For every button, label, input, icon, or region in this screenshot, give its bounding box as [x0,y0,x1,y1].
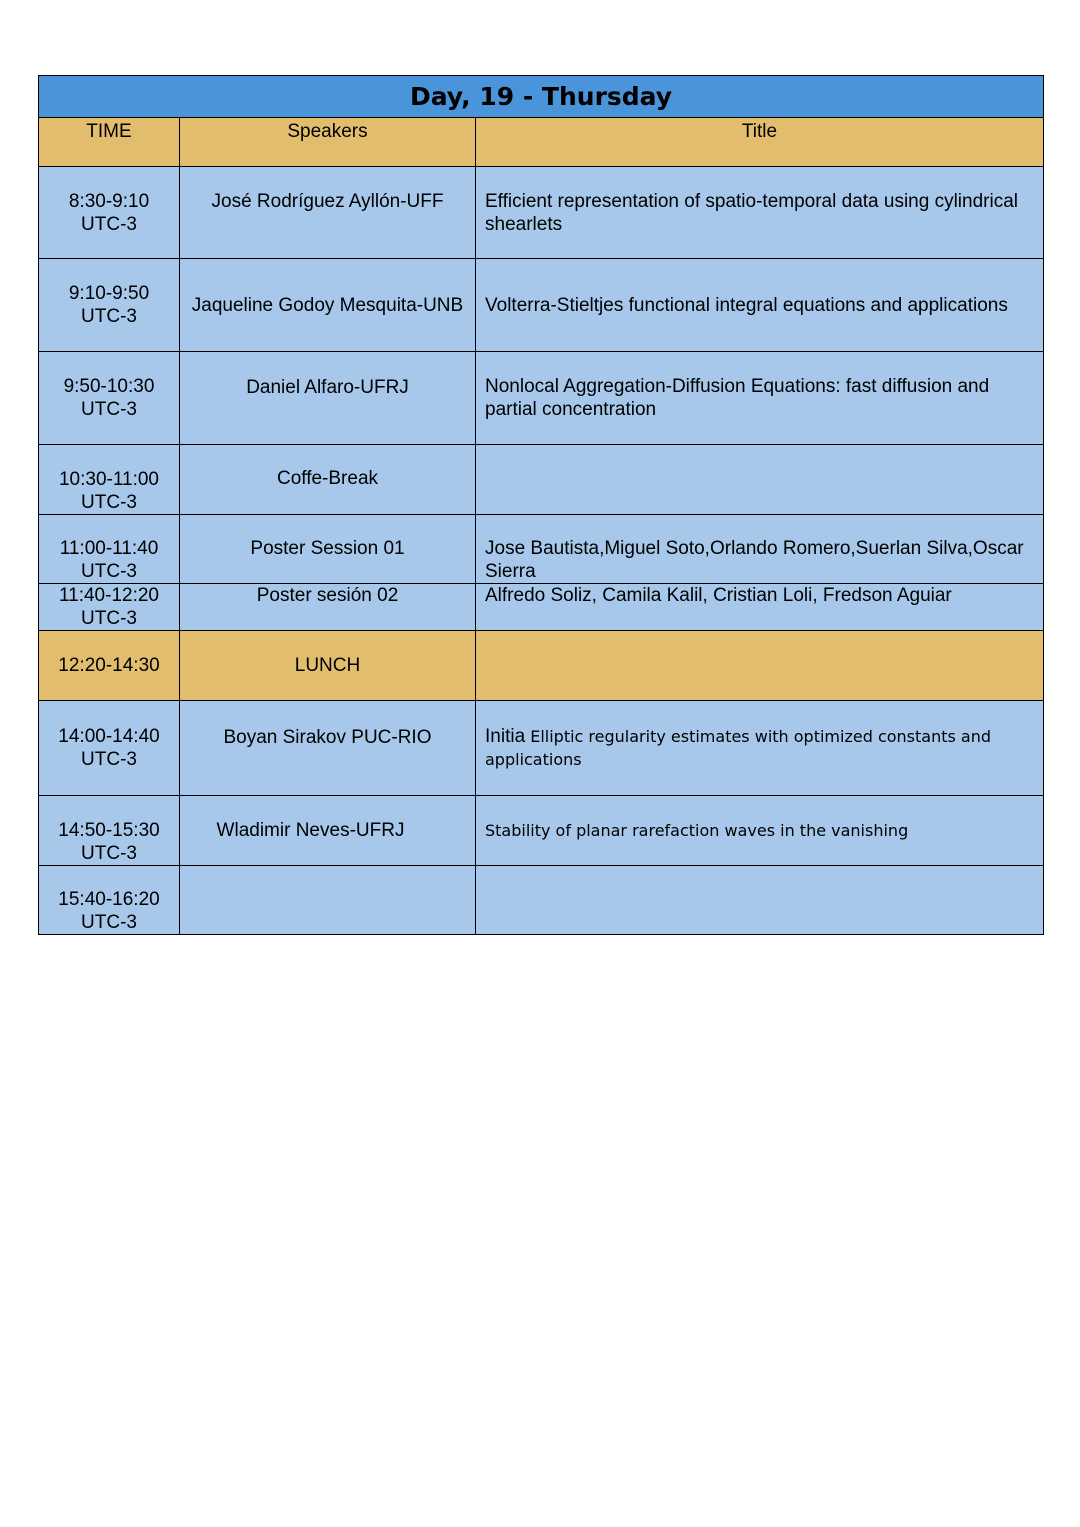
column-header-title: Title [476,118,1044,167]
column-header-time: TIME [39,118,180,167]
timezone: UTC-3 [81,749,137,770]
table-row [39,259,1044,352]
time-range: 15:40-16:20 [58,889,160,910]
table-row [39,352,1044,445]
schedule-table [38,75,1044,935]
time-cell [39,584,180,631]
table-row [39,701,1044,796]
speaker-cell [180,584,476,631]
title-cell [476,515,1044,584]
talk-title [485,725,1035,771]
timezone: UTC-3 [81,213,137,235]
title-prefix: Initia [485,726,526,747]
speaker-name: Jaqueline Godoy Mesquita-UNB [191,294,464,316]
time-range: 10:30-11:00 [58,469,159,490]
time-cell [39,352,180,445]
table-row [39,584,1044,631]
table-row [39,866,1044,935]
time-range: 9:10-9:50 [68,283,150,304]
time-cell [39,701,180,796]
title-cell [476,866,1044,935]
time-range: 12:20-14:30 [58,655,160,676]
table-row [39,631,1044,701]
time-range: 8:30-9:10 [68,190,150,212]
timezone: UTC-3 [81,306,137,327]
speaker-name: Boyan Sirakov PUC-RIO [223,726,432,748]
timezone: UTC-3 [81,608,137,629]
talk-title: Volterra-Stieltjes functional integral equations and applications [485,294,1008,316]
title-cell [476,796,1044,866]
timezone: UTC-3 [81,912,137,933]
talk-title: Nonlocal Aggregation-Diffusion Equations: fast diffusion and partial concentration [485,376,990,420]
speaker-cell [180,515,476,584]
title-cell [476,445,1044,515]
speaker-cell [180,631,476,701]
speaker-name: Daniel Alfaro-UFRJ [246,376,409,398]
speaker-cell [180,445,476,515]
title-cell [476,631,1044,701]
time-cell [39,796,180,866]
speaker-name: Poster sesión 02 [256,585,399,606]
speaker-cell [180,259,476,352]
timezone: UTC-3 [81,843,137,864]
speaker-cell [180,701,476,796]
speaker-name: Wladimir Neves-UFRJ [216,820,405,841]
title-cell [476,259,1044,352]
timezone: UTC-3 [81,399,137,420]
time-cell [39,445,180,515]
title-cell [476,584,1044,631]
table-row [39,445,1044,515]
time-cell [39,515,180,584]
speaker-cell [180,167,476,259]
time-range: 11:40-12:20 [58,585,159,606]
talk-title: Alfredo Soliz, Camila Kalil, Cristian Loli, Fredson Aguiar [485,585,952,606]
time-cell [39,866,180,935]
table-row [39,515,1044,584]
timezone: UTC-3 [81,492,137,513]
title-cell [476,167,1044,259]
speaker-name: Poster Session 01 [250,537,405,559]
day-title: Day, 19 - Thursday [39,76,1044,118]
speaker-cell [180,866,476,935]
table-row [39,167,1044,259]
timezone: UTC-3 [81,561,137,582]
speaker-name: José Rodríguez Ayllón-UFF [211,191,444,212]
time-range: 9:50-10:30 [63,376,155,397]
title-cell [476,352,1044,445]
table-row [39,796,1044,866]
time-cell [39,631,180,701]
time-range: 14:50-15:30 [58,820,160,841]
talk-title: Efficient representation of spatio-temporal data using cylindrical shearlets [485,190,1018,235]
speaker-cell [180,352,476,445]
speaker-name: Coffe-Break [276,468,379,489]
time-range: 14:00-14:40 [58,726,160,747]
speaker-name: LUNCH [294,655,361,676]
talk-title: Jose Bautista,Miguel Soto,Orlando Romero,Suerlan Silva,Oscar Sierra [485,538,1024,582]
speaker-cell [180,796,476,866]
time-range: 11:00-11:40 [59,538,159,559]
column-header-speakers: Speakers [180,118,476,167]
time-cell [39,259,180,352]
talk-title: Stability of planar rarefaction waves in the vanishing [485,821,909,840]
title-cell [476,701,1044,796]
title-text: Elliptic regularity estimates with optimized constants and applications [485,727,992,769]
time-cell [39,167,180,259]
